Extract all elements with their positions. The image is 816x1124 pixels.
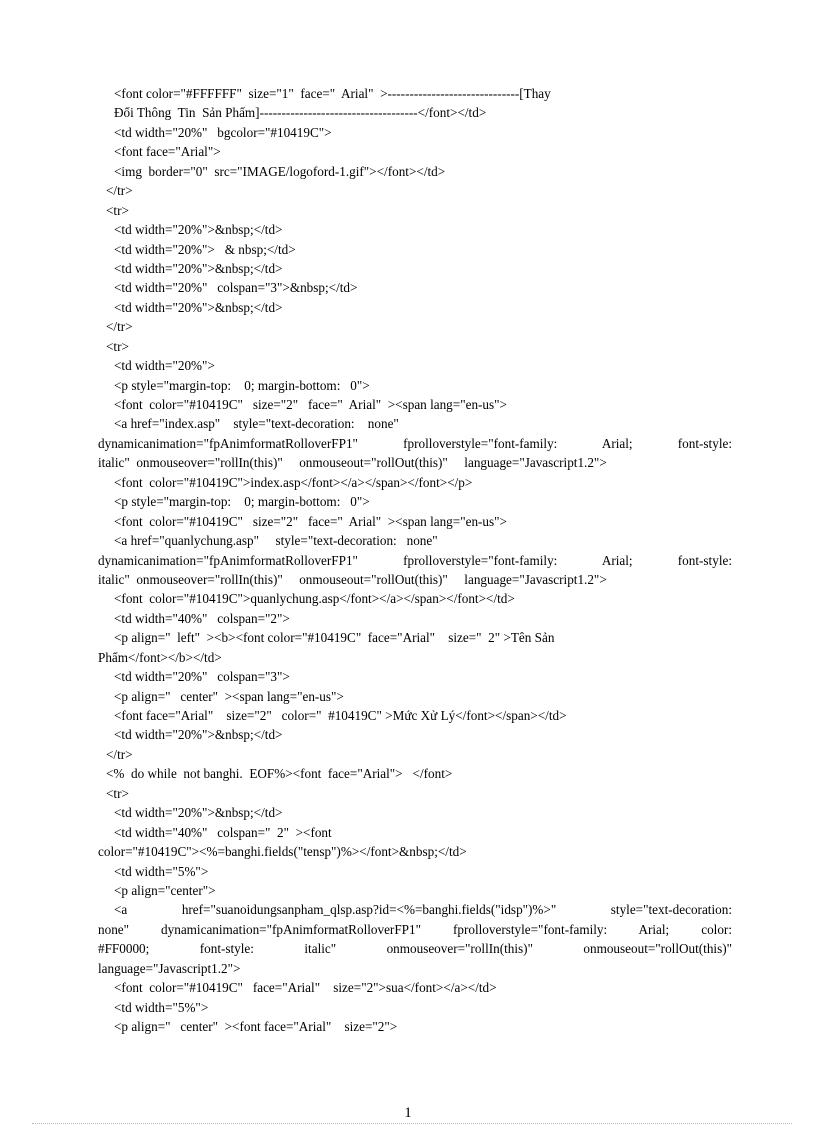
code-line: <tr> [106, 785, 129, 801]
code-line: </tr> [106, 183, 133, 199]
code-line: <td width="40%" colspan=" 2" ><font [114, 824, 332, 840]
code-line: dynamicanimation="fpAnimformatRolloverFP1" fprolloverstyle="font-family: Arial; font-style: [98, 552, 732, 568]
code-line: <font color="#10419C">index.asp</font></a></span></font></p> [114, 474, 473, 490]
code-line: <% do while not banghi. EOF%><font face="Arial"> </font> [106, 766, 453, 782]
code-line: <p align=" left" ><b><font color="#10419C" face="Arial" size=" 2" >Tên Sản [114, 630, 555, 646]
code-line: <font face="Arial"> [114, 144, 221, 160]
code-line: <p style="margin-top: 0; margin-bottom: 0"> [114, 494, 370, 510]
code-line: <td width="5%"> [114, 999, 209, 1015]
page-number: 1 [404, 1105, 412, 1121]
code-line: <tr> [106, 338, 129, 354]
code-line: none" dynamicanimation="fpAnimformatRolloverFP1" fprolloverstyle="font-family: Arial; color: [98, 921, 732, 937]
code-line: <font color="#10419C">quanlychung.asp</font></a></span></font></td> [114, 591, 515, 607]
code-line: </tr> [106, 319, 133, 335]
code-line: <td width="5%"> [114, 863, 209, 879]
code-line: <p align=" center" ><span lang="en-us"> [114, 688, 344, 704]
document-body [98, 84, 732, 1036]
code-line: <td width="20%"> & nbsp;</td> [114, 241, 296, 257]
code-line: <font color="#FFFFFF" size="1" face=" Arial" >------------------------------[Thay [114, 86, 551, 101]
code-line: <td width="20%" colspan="3"> [114, 669, 290, 685]
code-line: <p align=" center" ><font face="Arial" size="2"> [114, 1019, 398, 1034]
code-line: <p align="center"> [114, 882, 216, 898]
code-line: <a href="quanlychung.asp" style="text-decoration: none" [114, 533, 438, 549]
page-footer [0, 1102, 816, 1123]
code-line: <td width="20%" bgcolor="#10419C"> [114, 124, 332, 140]
code-line: <a href="suanoidungsanpham_qlsp.asp?id=<%=banghi.fields("idsp")%>" style="text-decoration: [114, 902, 732, 918]
code-line: <td width="20%">&nbsp;</td> [114, 222, 283, 238]
code-line: <td width="20%">&nbsp;</td> [114, 805, 283, 821]
code-line: dynamicanimation="fpAnimformatRolloverFP1" fprolloverstyle="font-family: Arial; font-style: [98, 435, 732, 451]
code-line: <tr> [106, 202, 129, 218]
code-line: <td width="20%"> [114, 358, 215, 374]
code-line: color="#10419C"><%=banghi.fields("tensp")%></font>&nbsp;</td> [98, 844, 467, 860]
code-line: italic" onmouseover="rollIn(this)" onmouseout="rollOut(this)" language="Javascript1.2"> [98, 571, 607, 587]
code-line: <td width="20%">&nbsp;</td> [114, 727, 283, 743]
code-line: Đổi Thông Tin Sản Phẩm]------------------------------------</font></td> [114, 105, 487, 121]
code-line: <img border="0" src="IMAGE/logoford-1.gif"></font></td> [114, 163, 446, 179]
code-line: <p style="margin-top: 0; margin-bottom: 0"> [114, 377, 370, 393]
code-line: <td width="20%" colspan="3">&nbsp;</td> [114, 280, 358, 296]
code-line: <font color="#10419C" face="Arial" size="2">sua</font></a></td> [114, 980, 497, 996]
code-line: <td width="20%">&nbsp;</td> [114, 260, 283, 276]
code-line: <td width="40%" colspan="2"> [114, 610, 290, 626]
code-line: #FF0000; font-style: italic" onmouseover="rollIn(this)" onmouseout="rollOut(this)" [98, 941, 732, 957]
code-line: <a href="index.asp" style="text-decoration: none" [114, 416, 399, 432]
code-line: </tr> [106, 746, 133, 762]
code-line: <font color="#10419C" size="2" face=" Arial" ><span lang="en-us"> [114, 513, 507, 529]
code-line: <font face="Arial" size="2" color=" #10419C" >Mức Xử Lý</font></span></td> [114, 708, 567, 723]
code-line: Phẩm</font></b></td> [98, 649, 222, 665]
code-line: <font color="#10419C" size="2" face=" Arial" ><span lang="en-us"> [114, 397, 507, 412]
code-line: italic" onmouseover="rollIn(this)" onmouseout="rollOut(this)" language="Javascript1.2"> [98, 455, 607, 471]
code-line: <td width="20%">&nbsp;</td> [114, 299, 283, 315]
code-line: language="Javascript1.2"> [98, 960, 241, 976]
